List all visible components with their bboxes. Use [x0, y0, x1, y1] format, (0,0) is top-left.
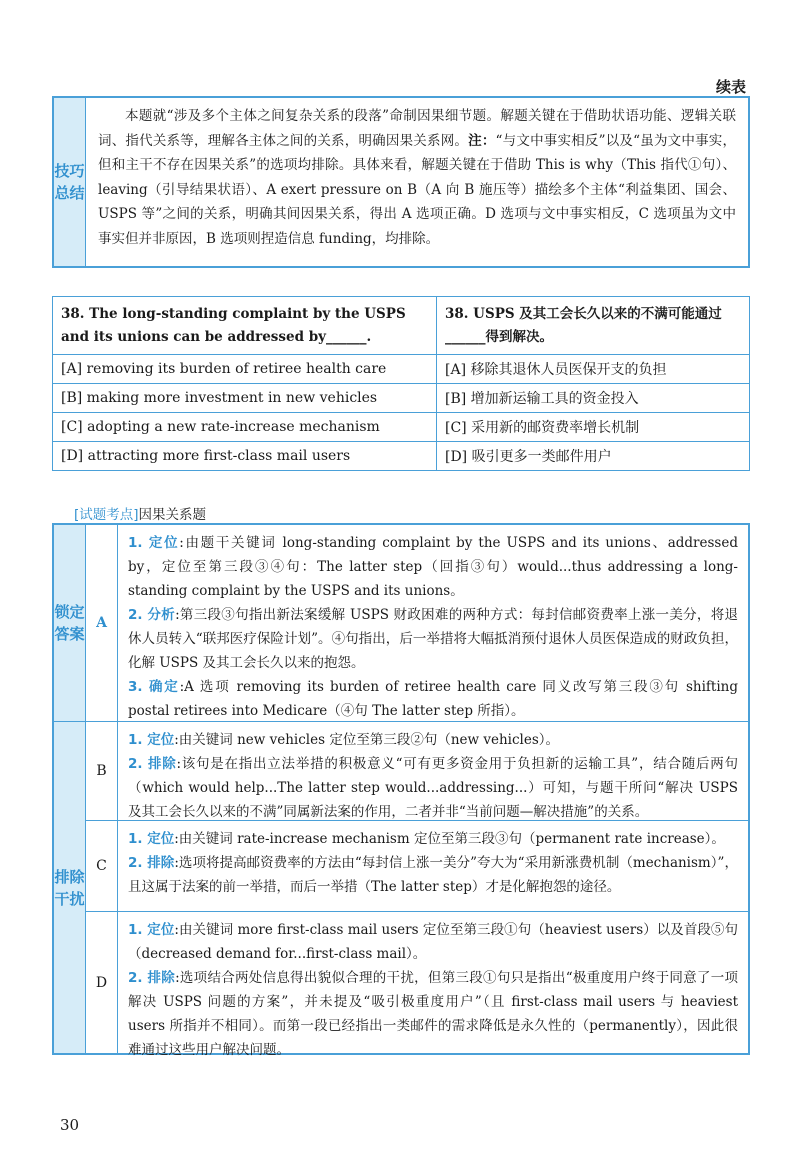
- analysis-body-d: [118, 912, 748, 1058]
- analysis-row-c: [86, 821, 748, 912]
- d-exclude-tag: 2. 排除: [128, 970, 176, 986]
- continued-label: 续表: [715, 78, 746, 96]
- c-exclude-tag: 2. 排除: [128, 855, 175, 871]
- b-exclude: [128, 752, 738, 824]
- lock-label-line1: 锁定: [54, 603, 85, 621]
- a-analyze-text: :第三段③句指出新法案缓解 USPS 财政困难的两种方式：每封信邮资费率上涨一美分，将退休人员转入“联邦医疗保险计划”。④句指出，后一举措将大幅抵消预付退休人员医保造成的财政负担，化解 USPS 及其工会长久以来的抱怨。: [128, 607, 738, 671]
- a-locate-text: :由题干关键词 long-standing complaint by the USPS and its unions、addressed by，定位至第三段③④句：The latter step（回指③句）would...thus addressing a long-standing complaint by the USPS and its unions。: [128, 535, 738, 599]
- d-exclude: [128, 966, 738, 1062]
- exclude-label-line2: 干扰: [54, 889, 85, 908]
- b-locate-text: :由关键词 new vehicles 定位至第三段②句（new vehicles）。: [174, 732, 560, 748]
- c-exclude: [128, 851, 738, 899]
- tips-note-label: 注：: [468, 132, 496, 149]
- d-exclude-text: :选项结合两处信息得出貌似合理的干扰，但第三段①句只是指出“极重度用户终于同意了一项解决 USPS 问题的方案”，并未提及“吸引极重度用户”（且 first-class mail users 与 heaviest users 所指并不相同）。而第一段已经指出一类邮件的需求降低是永久性的（permanently），因此很难通过这些用户解决问题。: [128, 970, 738, 1058]
- kaodian-tag: [试题考点]: [74, 507, 139, 523]
- lock-answer-label: [54, 525, 86, 721]
- a-confirm-tag: 3. 确定: [128, 679, 180, 695]
- analysis-row-b: [86, 722, 748, 821]
- lock-label-line2: 答案: [54, 625, 85, 643]
- tips-label-line2: 总结: [54, 184, 85, 202]
- a-analyze-tag: 2. 分析: [128, 607, 176, 623]
- b-locate-tag: 1. 定位: [128, 732, 175, 748]
- analysis-letter-a: A: [86, 525, 118, 721]
- option-row-c: [53, 413, 750, 442]
- b-locate: [128, 728, 738, 752]
- a-analyze: [128, 603, 738, 675]
- a-locate: [128, 531, 738, 603]
- c-exclude-text: :选项将提高邮资费率的方法由“每封信上涨一美分”夸大为“采用新涨费机制（mechanism）”，且这属于法案的前一举措，而后一举措（The latter step）才是化解抱怨的途径。: [128, 855, 738, 895]
- question-stem-en: 38. The long-standing complaint by the USPS and its unions can be addressed by______.: [53, 297, 437, 355]
- tips-text-b: “与文中事实相反”以及“虽为文中事实，但和主干不存在因果关系”的选项均排除。具体来看，解题关键在于借助 This is why（This 指代①句）、leaving（引导结果状语）、A exert pressure on B（A 向 B 施压等）描绘多个主体“利益集团、国会、USPS 等”之间的关系，明确其间因果关系，得出 A 选项正确。D 选项与文中事实相反，C 选项虽为文中事实但并非原因，B 选项则捏造信息 funding，均排除。: [98, 132, 736, 247]
- a-confirm: [128, 675, 738, 723]
- option-c-zh: [C] 采用新的邮资费率增长机制: [437, 413, 750, 442]
- analysis-letter-b: B: [86, 722, 118, 820]
- option-d-en: [D] attracting more first-class mail users: [53, 442, 437, 471]
- option-a-en: [A] removing its burden of retiree health care: [53, 355, 437, 384]
- exclude-distractor-label: [54, 722, 86, 1053]
- c-locate: [128, 827, 738, 851]
- analysis-row-d: [86, 912, 748, 1058]
- option-row-a: [53, 355, 750, 384]
- option-row-d: [53, 442, 750, 471]
- analysis-letter-c: C: [86, 821, 118, 911]
- exclude-label-line1: 排除: [54, 867, 85, 886]
- tips-summary-box: [52, 96, 750, 268]
- option-d-zh: [D] 吸引更多一类邮件用户: [437, 442, 750, 471]
- question-stem-row: [53, 297, 750, 355]
- a-confirm-text: :A 选项 removing its burden of retiree health care 同义改写第三段③句 shifting postal retirees into Medicare（④句 The latter step 所指）。: [128, 679, 738, 719]
- answer-analysis-box: [52, 523, 750, 1058]
- question-table: [52, 296, 750, 471]
- tips-label: [54, 98, 86, 266]
- analysis-body-c: [118, 821, 748, 911]
- tips-text-a: 本题就“涉及多个主体之间复杂关系的段落”命制因果细节题。解题关键在于借助状语功能、逻辑关联词、指代关系等，理解各主体之间的关系，明确因果关系网。: [98, 108, 736, 149]
- analysis-letter-d: D: [86, 912, 118, 1053]
- option-b-zh: [B] 增加新运输工具的资金投入: [437, 384, 750, 413]
- analysis-row-a: [86, 525, 748, 722]
- kaodian-value: 因果关系题: [138, 507, 207, 523]
- question-stem-zh: 38. USPS 及其工会长久以来的不满可能通过______得到解决。: [437, 297, 750, 355]
- c-locate-tag: 1. 定位: [128, 831, 175, 847]
- tips-text: [86, 98, 748, 266]
- d-locate: [128, 918, 738, 966]
- a-locate-tag: 1. 定位: [128, 535, 180, 551]
- group-divider: [54, 721, 86, 722]
- analysis-body-a: [118, 525, 748, 721]
- b-exclude-tag: 2. 排除: [128, 756, 177, 772]
- b-exclude-text: :该句是在指出立法举措的积极意义“可有更多资金用于负担新的运输工具”，结合随后两句（which would help...The latter step would...addressing...）可知，与题干所问“解决 USPS 及其工会长久以来的不满”同属新法案的作用，二者并非“当前问题—解决措施”的关系。: [128, 756, 738, 820]
- c-locate-text: :由关键词 rate-increase mechanism 定位至第三段③句（permanent rate increase）。: [174, 831, 725, 847]
- option-row-b: [53, 384, 750, 413]
- d-locate-text: :由关键词 more first-class mail users 定位至第三段①句（heaviest users）以及首段⑤句（decreased demand for...first-class mail）。: [128, 922, 738, 962]
- option-c-en: [C] adopting a new rate-increase mechanism: [53, 413, 437, 442]
- d-locate-tag: 1. 定位: [128, 922, 175, 938]
- tips-label-line1: 技巧: [54, 162, 85, 180]
- kaodian-line: [74, 503, 206, 523]
- page-number: 30: [60, 1116, 80, 1134]
- option-a-zh: [A] 移除其退休人员医保开支的负担: [437, 355, 750, 384]
- option-b-en: [B] making more investment in new vehicles: [53, 384, 437, 413]
- analysis-body-b: [118, 722, 748, 820]
